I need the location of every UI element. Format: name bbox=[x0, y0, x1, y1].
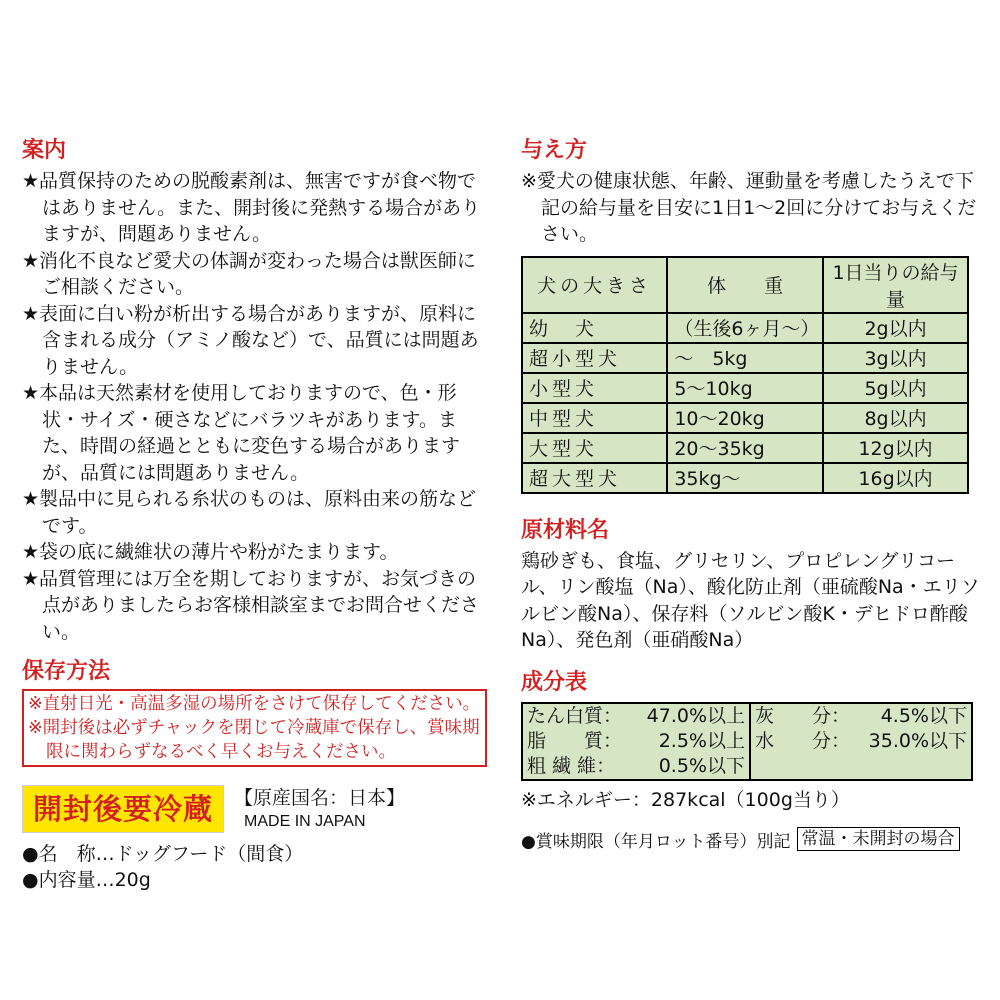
table-header: 体 重 bbox=[667, 257, 823, 313]
right-column bbox=[521, 136, 981, 852]
analysis-label: たん白質： bbox=[527, 704, 623, 727]
table-cell: 5〜10kg bbox=[667, 373, 823, 403]
analysis-value: 4.5%以下 bbox=[880, 704, 967, 727]
made-in-japan: MADE IN JAPAN bbox=[244, 813, 366, 830]
feeding-heading: 与え方 bbox=[521, 138, 588, 163]
table-cell: 2g以内 bbox=[823, 313, 968, 343]
energy-line: ※エネルギー：287kcal（100g当り） bbox=[521, 788, 850, 811]
ingredients-section bbox=[521, 516, 981, 654]
analysis-row bbox=[527, 704, 745, 729]
guide-item: ★表面に白い粉が析出する場合がありますが、原料に含まれる成分（アミノ酸など）で、品質には問題ありません。 bbox=[22, 302, 479, 378]
feeding-note: ※愛犬の健康状態、年齢、運動量を考慮したうえで下記の給与量を目安に1日1〜2回に分けてお与えください。 bbox=[521, 170, 977, 245]
analysis-section bbox=[521, 668, 981, 813]
guide-item: ★袋の底に繊維状の薄片や粉がたまります。 bbox=[22, 541, 399, 563]
product-name: ●名 称…ドッグフード（間食） bbox=[22, 843, 304, 865]
left-column bbox=[22, 136, 487, 893]
table-header: 1日当りの給与量 bbox=[823, 257, 968, 313]
analysis-value: 2.5%以上 bbox=[658, 729, 745, 752]
guide-item: ★本品は天然素材を使用しておりますので、色・形状・サイズ・硬さなどにバラツキがあります。また、時間の経過とともに変色する場合がありますが、品質には問題ありません。 bbox=[22, 382, 461, 484]
storage-condition-box: 常温・未開封の場合 bbox=[797, 827, 960, 851]
guide-item: ★製品中に見られる糸状のものは、原料由来の筋などです。 bbox=[22, 488, 477, 537]
guide-item: ★品質管理には万全を期しておりますが、お気づきの点がありましたらお客様相談室までお問合せください。 bbox=[22, 567, 480, 643]
analysis-row bbox=[755, 729, 967, 754]
best-before-label: ●賞味期限（年月ロット番号）別記 bbox=[521, 831, 791, 852]
guide-list bbox=[22, 168, 487, 645]
table-cell: 20〜35kg bbox=[667, 433, 823, 463]
table-cell: 10〜20kg bbox=[667, 403, 823, 433]
refrigerate-label: 開封後要冷蔵 bbox=[22, 785, 224, 833]
table-header-row bbox=[522, 257, 968, 313]
table-row bbox=[522, 403, 968, 433]
analysis-row bbox=[755, 704, 967, 729]
guide-heading: 案内 bbox=[22, 138, 67, 163]
ingredients-heading: 原材料名 bbox=[521, 517, 610, 543]
table-cell: 中型犬 bbox=[522, 403, 667, 433]
guide-item: ★品質保持のための脱酸素剤は、無害ですが食べ物ではありません。また、開封後に発熱する場合がありますが、問題ありません。 bbox=[22, 170, 481, 245]
analysis-label: 灰 分： bbox=[755, 704, 851, 727]
table-row bbox=[522, 343, 968, 373]
spec-block bbox=[22, 841, 487, 893]
table-row bbox=[522, 313, 968, 343]
table-row bbox=[522, 433, 968, 463]
analysis-value: 47.0%以上 bbox=[646, 704, 745, 727]
label-row bbox=[22, 785, 487, 833]
ingredients-text: 鶏砂ぎも、食塩、グリセリン、プロピレングリコール、リン酸塩（Na）、酸化防止剤（亜硫酸Na・エリソルビン酸Na）、保存料（ソルビン酸K・デヒドロ酢酸Na）、発色剤（亜硝酸Na） bbox=[521, 549, 980, 651]
analysis-left-col bbox=[523, 704, 751, 779]
analysis-right-col bbox=[751, 704, 971, 779]
best-before-row bbox=[521, 827, 981, 852]
table-cell: 〜 5kg bbox=[667, 343, 823, 373]
analysis-heading: 成分表 bbox=[521, 669, 588, 695]
table-cell: 幼 犬 bbox=[522, 313, 667, 343]
table-cell: 超小型犬 bbox=[522, 343, 667, 373]
guide-item: ★消化不良など愛犬の体調が変わった場合は獣医師にご相談ください。 bbox=[22, 249, 476, 298]
analysis-label: 脂 質： bbox=[527, 729, 623, 752]
analysis-row bbox=[527, 729, 745, 754]
storage-heading: 保存方法 bbox=[22, 659, 111, 684]
table-cell: 超大型犬 bbox=[522, 463, 667, 493]
origin-block bbox=[234, 785, 405, 833]
table-cell: （生後6ヶ月〜） bbox=[667, 313, 823, 343]
table-cell: 8g以内 bbox=[823, 403, 968, 433]
analysis-value: 35.0%以下 bbox=[868, 729, 967, 752]
origin-country: 【原産国名：日本】 bbox=[234, 787, 406, 809]
table-cell: 大型犬 bbox=[522, 433, 667, 463]
analysis-row bbox=[527, 754, 745, 779]
table-cell: 12g以内 bbox=[823, 433, 968, 463]
table-cell: 16g以内 bbox=[823, 463, 968, 493]
feeding-table bbox=[521, 256, 969, 494]
analysis-table bbox=[521, 702, 973, 781]
storage-note: ※直射日光・高温多湿の場所をさけて保存してください。 bbox=[28, 694, 481, 714]
content-amount: ●内容量…20g bbox=[22, 869, 151, 891]
analysis-value: 0.5%以下 bbox=[658, 754, 745, 777]
analysis-label: 水 分： bbox=[755, 729, 851, 752]
table-row bbox=[522, 373, 968, 403]
table-cell: 3g以内 bbox=[823, 343, 968, 373]
table-cell: 小型犬 bbox=[522, 373, 667, 403]
analysis-label: 粗 繊 維： bbox=[527, 754, 616, 777]
table-cell: 5g以内 bbox=[823, 373, 968, 403]
storage-notes-box bbox=[22, 689, 487, 767]
table-row bbox=[522, 463, 968, 493]
storage-note: ※開封後は必ずチャックを閉じて冷蔵庫で保存し、賞味期限に関わらずなるべく早くお与えください。 bbox=[28, 718, 480, 762]
table-header: 犬の大きさ bbox=[522, 257, 667, 313]
table-cell: 35kg〜 bbox=[667, 463, 823, 493]
